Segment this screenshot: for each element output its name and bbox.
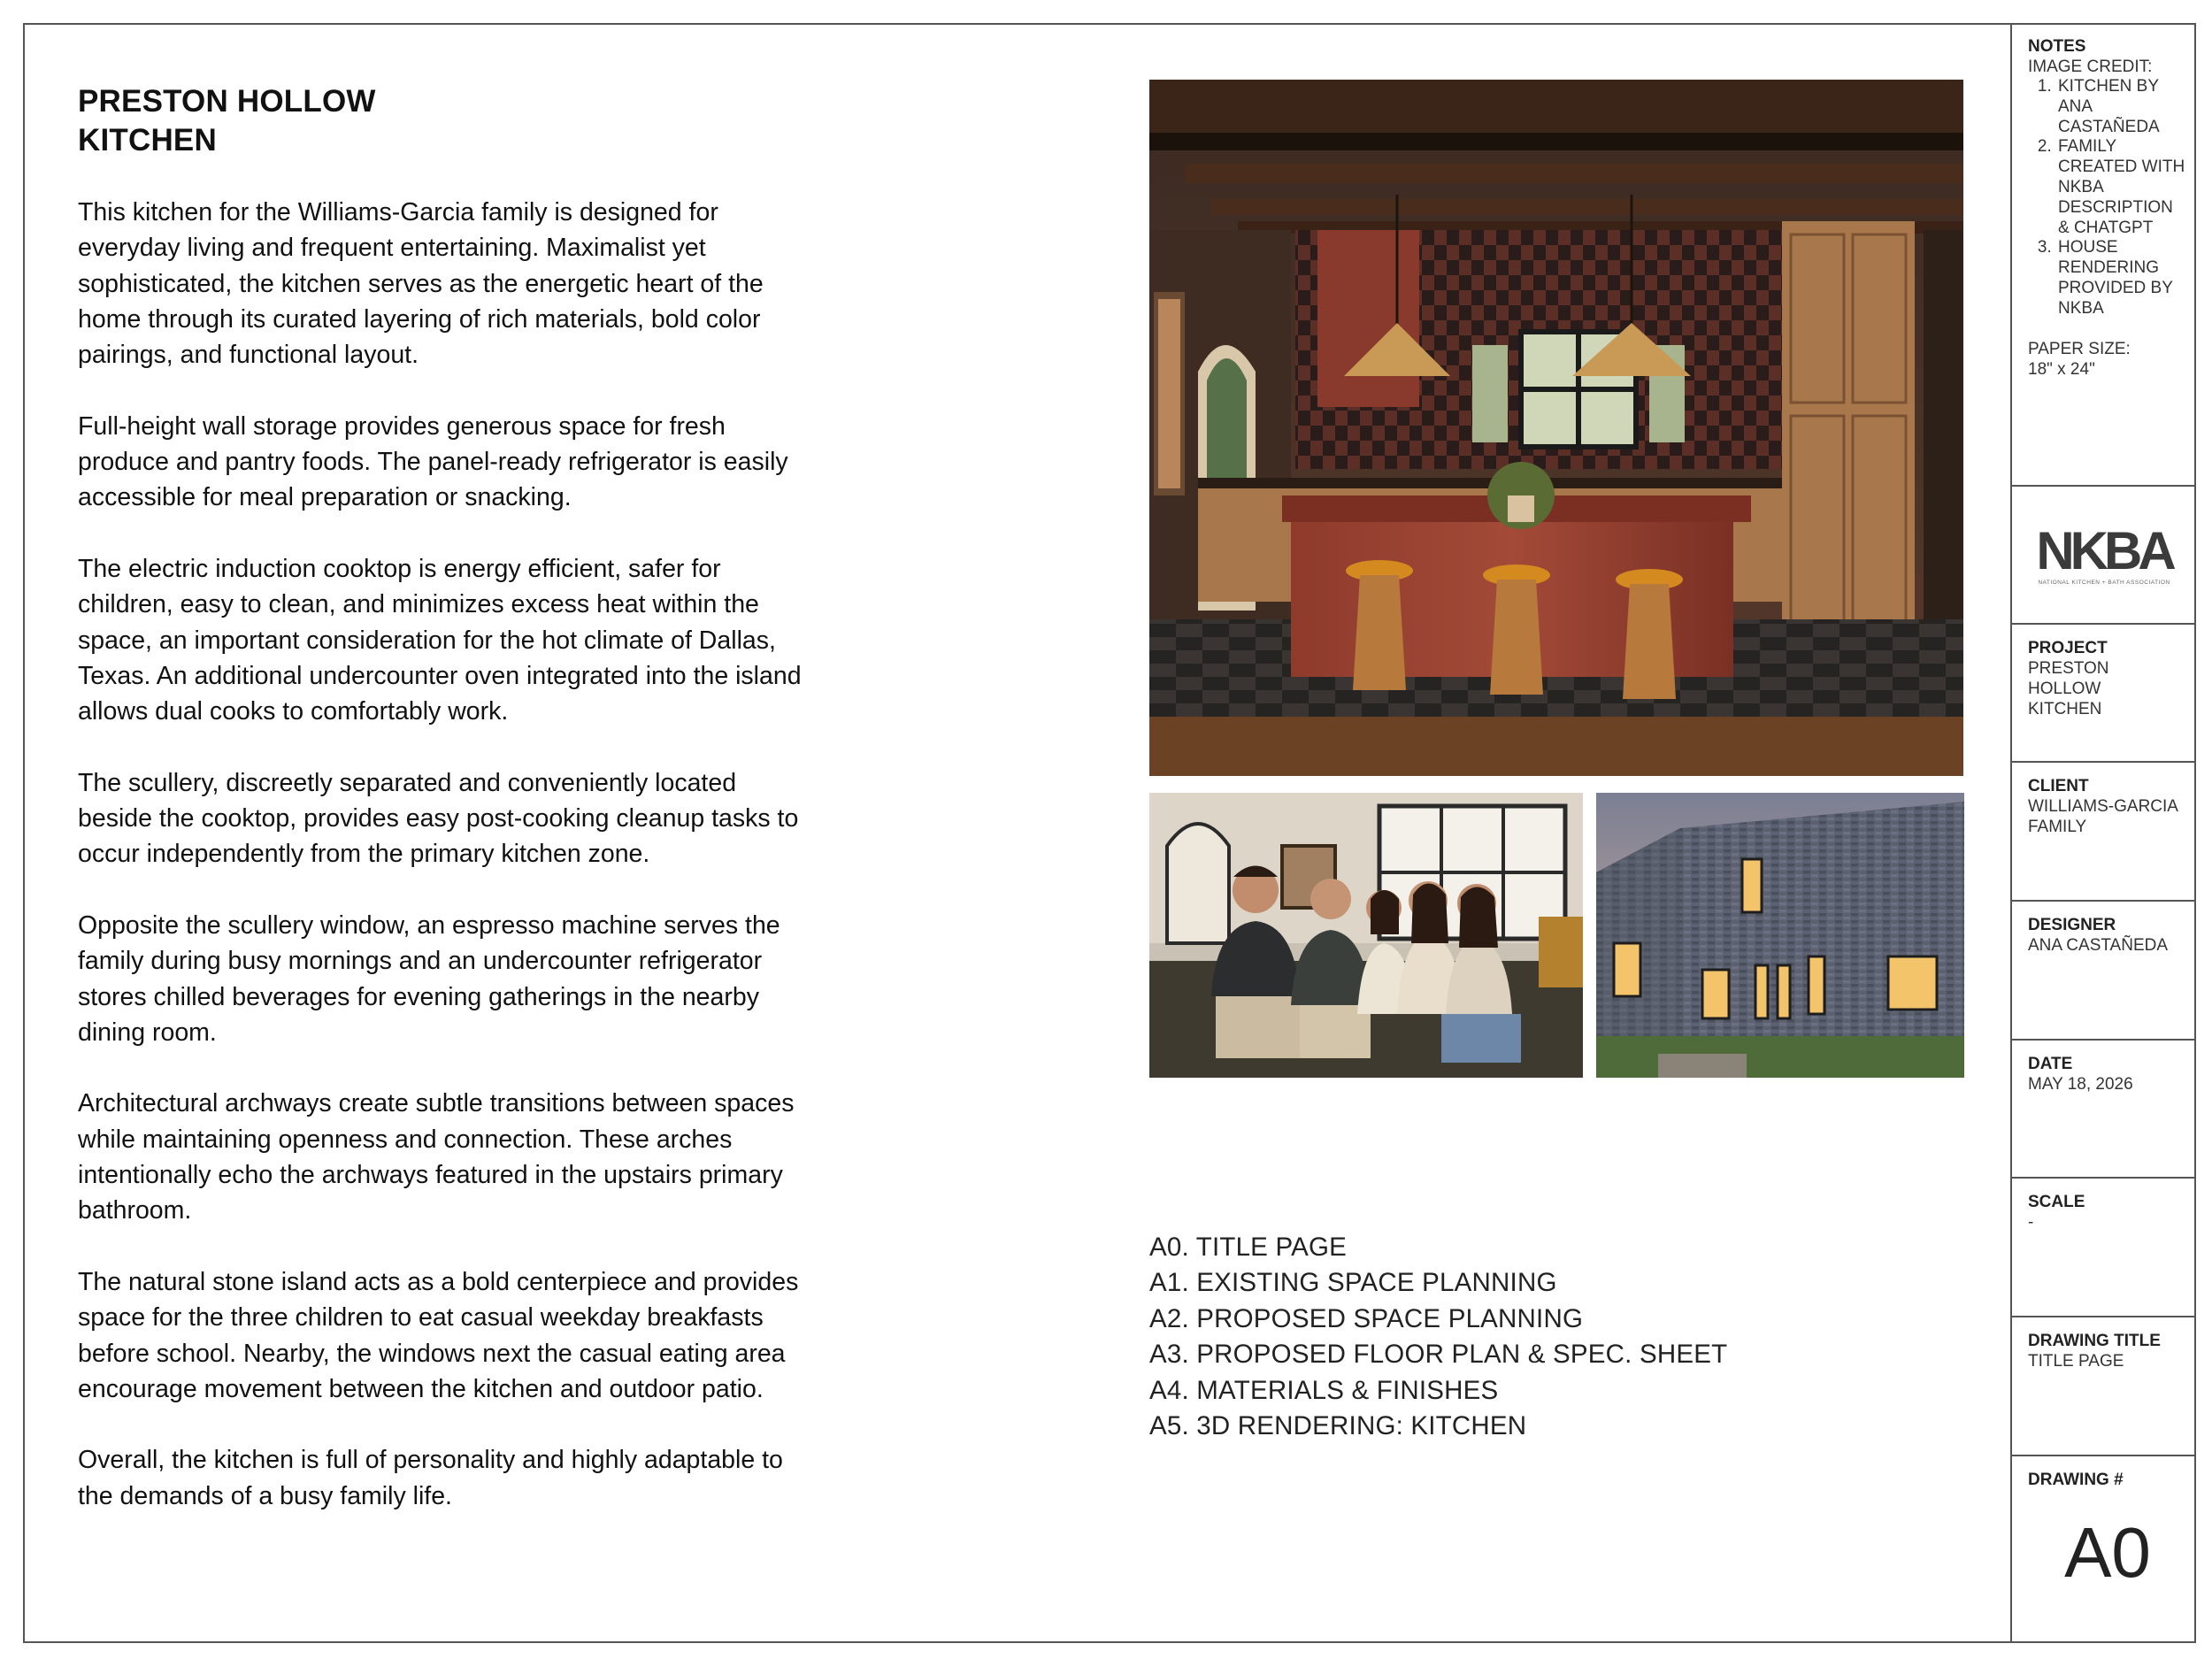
description-paragraph: This kitchen for the Williams-Garcia family is designed for everyday living and frequent entertaining. Maximalist yet sophisticated, the kitchen serves as the energetic heart of the home through its curated layering of rich materials, bold color pairings, and functional layout. <box>78 198 764 370</box>
page-title <box>78 82 609 160</box>
description-paragraph: The natural stone island acts as a bold centerpiece and provides space for the three children to eat casual weekday breakfasts before school. Nearby, the windows next the casual eating area encourage movement between the kitchen and outdoor patio. <box>78 1267 799 1403</box>
page-title-line-1: PRESTON HOLLOW <box>78 84 376 119</box>
sheet-index-item: A2. PROPOSED SPACE PLANNING <box>1149 1303 1584 1333</box>
project-label: PROJECT <box>2028 639 2108 657</box>
project-description <box>78 195 812 1549</box>
description-paragraph: The electric induction cooktop is energy efficient, safer for children, easy to clean, and minimizes excess heat within the space, an important consideration for the hot climate of Dallas, Texas. An additional undercounter oven integrated into the island allows dual cooks to comfortably work. <box>78 554 802 726</box>
client-label: CLIENT <box>2028 777 2089 795</box>
image-credit-item: 3. HOUSE RENDERING PROVIDED BY NKBA <box>2056 238 2187 319</box>
description-paragraph: Opposite the scullery window, an espresso machine serves the family during busy mornings and an undercounter refrigerator stores chilled beverages for evening gatherings in the nearby dining room. <box>78 910 780 1047</box>
sheet-index <box>1149 1230 1839 1444</box>
date-value: MAY 18, 2026 <box>2028 1075 2133 1094</box>
scale-value: - <box>2028 1213 2034 1232</box>
kitchen-rendering-image <box>1149 80 1963 776</box>
paper-size-label: PAPER SIZE: <box>2028 339 2131 358</box>
page-title-line-2: KITCHEN <box>78 123 217 157</box>
family-photo-image <box>1149 793 1583 1078</box>
description-paragraph: Architectural archways create subtle transitions between spaces while maintaining openness and connection. These arches intentionally echo the archways featured in the upstairs primary bathroom. <box>78 1089 795 1225</box>
house-rendering-image <box>1596 793 1964 1078</box>
scale-cell <box>2012 1179 2196 1317</box>
designer-label: DESIGNER <box>2028 916 2116 934</box>
sheet-index-item: A3. PROPOSED FLOOR PLAN & SPEC. SHEET <box>1149 1340 1728 1370</box>
nkba-logo-subtitle: NATIONAL KITCHEN + BATH ASSOCIATION <box>2038 579 2170 586</box>
drawing-number-cell <box>2012 1456 2196 1643</box>
nkba-logo: NKBA <box>2036 520 2172 580</box>
description-paragraph: Full-height wall storage provides generous space for fresh produce and pantry foods. The panel-ready refrigerator is easily accessible for meal preparation or snacking. <box>78 411 788 512</box>
drawing-title-cell <box>2012 1317 2196 1456</box>
designer-cell <box>2012 902 2196 1041</box>
drawing-title-value: TITLE PAGE <box>2028 1352 2124 1371</box>
date-label: DATE <box>2028 1055 2073 1073</box>
image-credit-item: 1. KITCHEN BY ANA CASTAÑEDA <box>2056 77 2187 137</box>
notes-cell <box>2012 23 2196 487</box>
description-paragraph: Overall, the kitchen is full of personality and highly adaptable to the demands of a busy family life. <box>78 1446 783 1510</box>
date-cell <box>2012 1041 2196 1179</box>
title-block <box>2010 23 2196 1643</box>
logo-cell <box>2012 487 2196 625</box>
description-paragraph: The scullery, discreetly separated and conveniently located beside the cooktop, provides easy post-cooking cleanup tasks to occur independently from the primary kitchen zone. <box>78 768 799 869</box>
image-credit-list <box>2028 77 2187 319</box>
sheet-index-item: A1. EXISTING SPACE PLANNING <box>1149 1268 1557 1298</box>
image-credit-heading: IMAGE CREDIT: <box>2028 58 2153 76</box>
sheet-index-item: A5. 3D RENDERING: KITCHEN <box>1149 1411 1527 1441</box>
sheet-index-item: A0. TITLE PAGE <box>1149 1233 1348 1262</box>
client-cell <box>2012 763 2196 902</box>
scale-label: SCALE <box>2028 1193 2085 1211</box>
project-value: PRESTON HOLLOW KITCHEN <box>2028 659 2109 718</box>
drawing-number-value: A0 <box>2064 1513 2151 1592</box>
notes-label: NOTES <box>2028 37 2086 56</box>
drawing-number-label: DRAWING # <box>2028 1471 2124 1489</box>
sheet-index-item: A4. MATERIALS & FINISHES <box>1149 1375 1499 1405</box>
drawing-title-label: DRAWING TITLE <box>2028 1332 2161 1350</box>
project-cell <box>2012 625 2196 763</box>
paper-size-value: 18" x 24" <box>2028 359 2095 379</box>
client-value: WILLIAMS-GARCIA FAMILY <box>2028 797 2177 836</box>
image-credit-item: 2. FAMILY CREATED WITH NKBA DESCRIPTION & CHATGPT <box>2056 137 2187 238</box>
designer-value: ANA CASTAÑEDA <box>2028 936 2169 955</box>
